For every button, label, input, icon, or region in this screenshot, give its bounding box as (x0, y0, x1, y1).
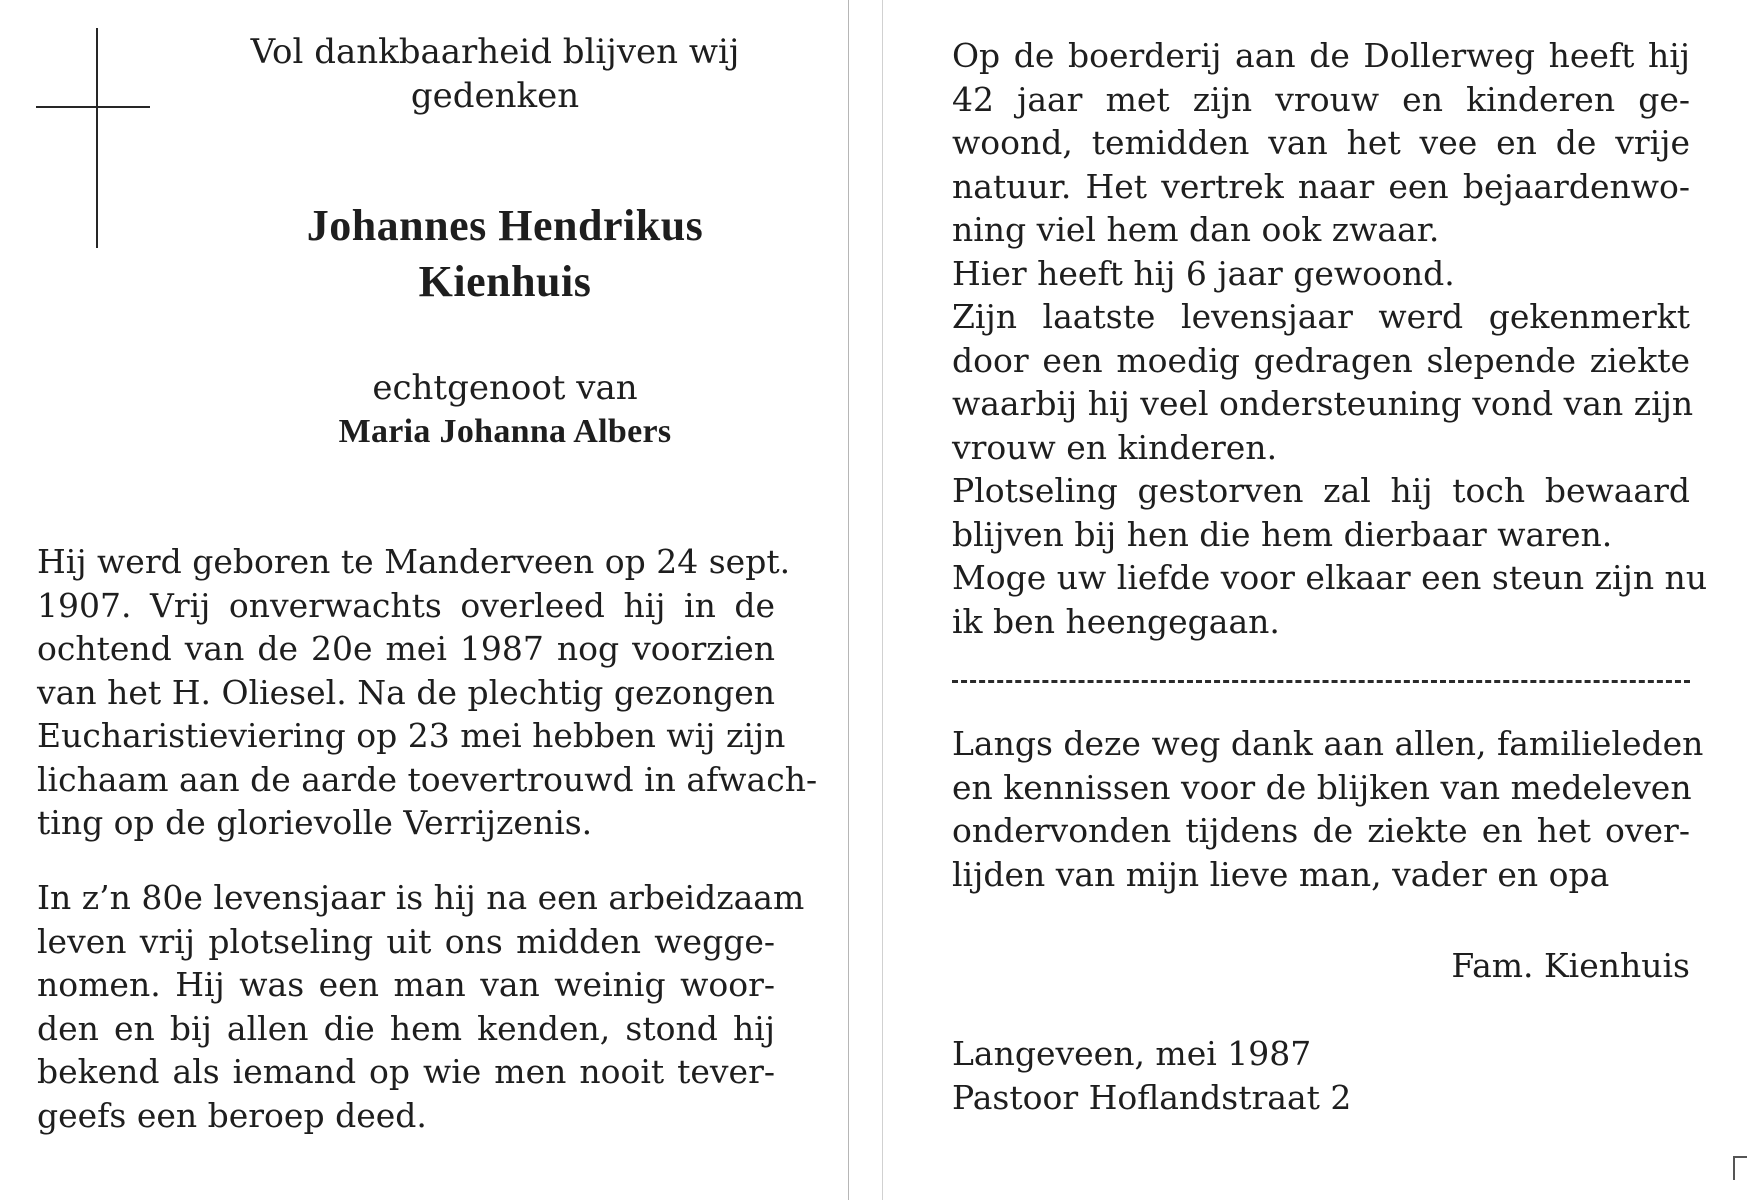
deceased-name-line-1: Johannes Hendrikus (306, 201, 704, 250)
paragraph-line: lijden van mijn lieve man, vader en opa (952, 854, 1610, 894)
paragraph-line: leven vrij plotseling uit ons midden wegge- (37, 921, 775, 961)
address: Pastoor Hoflandstraat 2 (952, 1078, 1352, 1117)
place-and-address (952, 1032, 1351, 1120)
paragraph-life (37, 876, 805, 1137)
fold-line (848, 0, 849, 1200)
intro-line-1: Vol dankbaarheid blijven wij (250, 32, 740, 72)
paragraph-line: door een moedig gedragen slepende ziekte (952, 340, 1690, 380)
left-page (0, 0, 850, 1200)
paragraph-line: Moge uw liefde voor elkaar een steun zijn nu (952, 558, 1708, 597)
paragraph-line: geefs een beroep deed. (37, 1095, 427, 1135)
paragraph-line: 42 jaar met zijn vrouw en kinderen ge- (952, 79, 1690, 119)
paragraph-line: ik ben heengegaan. (952, 601, 1280, 641)
paragraph-line: Hier heeft hij 6 jaar gewoond. (952, 253, 1455, 293)
paragraph-farm (952, 34, 1708, 643)
paragraph-line: Plotseling gestorven zal hij toch bewaard (952, 471, 1690, 510)
paragraph-line: woond, temidden van het vee en de vrije (952, 123, 1690, 162)
paragraph-line: Zijn laatste levensjaar werd gekenmerkt (952, 297, 1690, 336)
intro-text (220, 30, 770, 118)
spouse-label: echtgenoot van (372, 368, 638, 408)
paragraph-birth (37, 540, 818, 845)
paragraph-line: natuur. Het vertrek naar een bejaardenwo- (952, 166, 1690, 206)
deceased-name-line-2: Kienhuis (418, 257, 592, 306)
paragraph-line: ning viel hem dan ook zwaar. (952, 210, 1440, 249)
paragraph-line: ondervonden tijdens de ziekte en het over- (952, 811, 1690, 850)
paragraph-line: vrouw en kinderen. (952, 427, 1278, 467)
paragraph-thanks (952, 722, 1704, 896)
paragraph-line: lichaam aan de aarde toevertrouwd in afwach- (37, 759, 818, 799)
paragraph-line: Op de boerderij aan de Dollerweg heeft hij (952, 36, 1690, 75)
paragraph-line: Hij werd geboren te Manderveen op 24 sept. (37, 542, 791, 581)
intro-line-2: gedenken (410, 76, 580, 116)
paragraph-line: In z’n 80e levensjaar is hij na een arbeidzaam (37, 878, 805, 917)
paragraph-line: den en bij allen die hem kenden, stond hij (37, 1008, 775, 1048)
paragraph-line: Eucharistieviering op 23 mei hebben wij zijn (37, 716, 786, 755)
paragraph-line: 1907. Vrij onverwachts overleed hij in de (37, 585, 775, 625)
dashed-divider (952, 680, 1690, 683)
paragraph-line: blijven bij hen die hem dierbaar waren. (952, 514, 1613, 554)
paragraph-line: van het H. Oliesel. Na de plechtig gezongen (37, 672, 775, 712)
paragraph-line: en kennissen voor de blijken van medeleven (952, 767, 1692, 807)
deceased-name (200, 198, 810, 310)
paragraph-line: bekend als iemand op wie men nooit tever- (37, 1052, 775, 1091)
paragraph-line: Langs deze weg dank aan allen, familieleden (952, 724, 1704, 763)
paragraph-line: waarbij hij veel ondersteuning vond van zijn (952, 384, 1694, 423)
paragraph-line: nomen. Hij was een man van weinig woor- (37, 965, 775, 1004)
place-date: Langeveen, mei 1987 (952, 1034, 1312, 1073)
corner-mark (1733, 1156, 1747, 1180)
paragraph-line: ochtend van de 20e mei 1987 nog voorzien (37, 629, 775, 668)
right-page (880, 0, 1753, 1200)
spouse-name: Maria Johanna Albers (338, 413, 672, 450)
family-signature: Fam. Kienhuis (1451, 946, 1690, 985)
paragraph-line: ting op de glorievolle Verrijzenis. (37, 803, 593, 842)
